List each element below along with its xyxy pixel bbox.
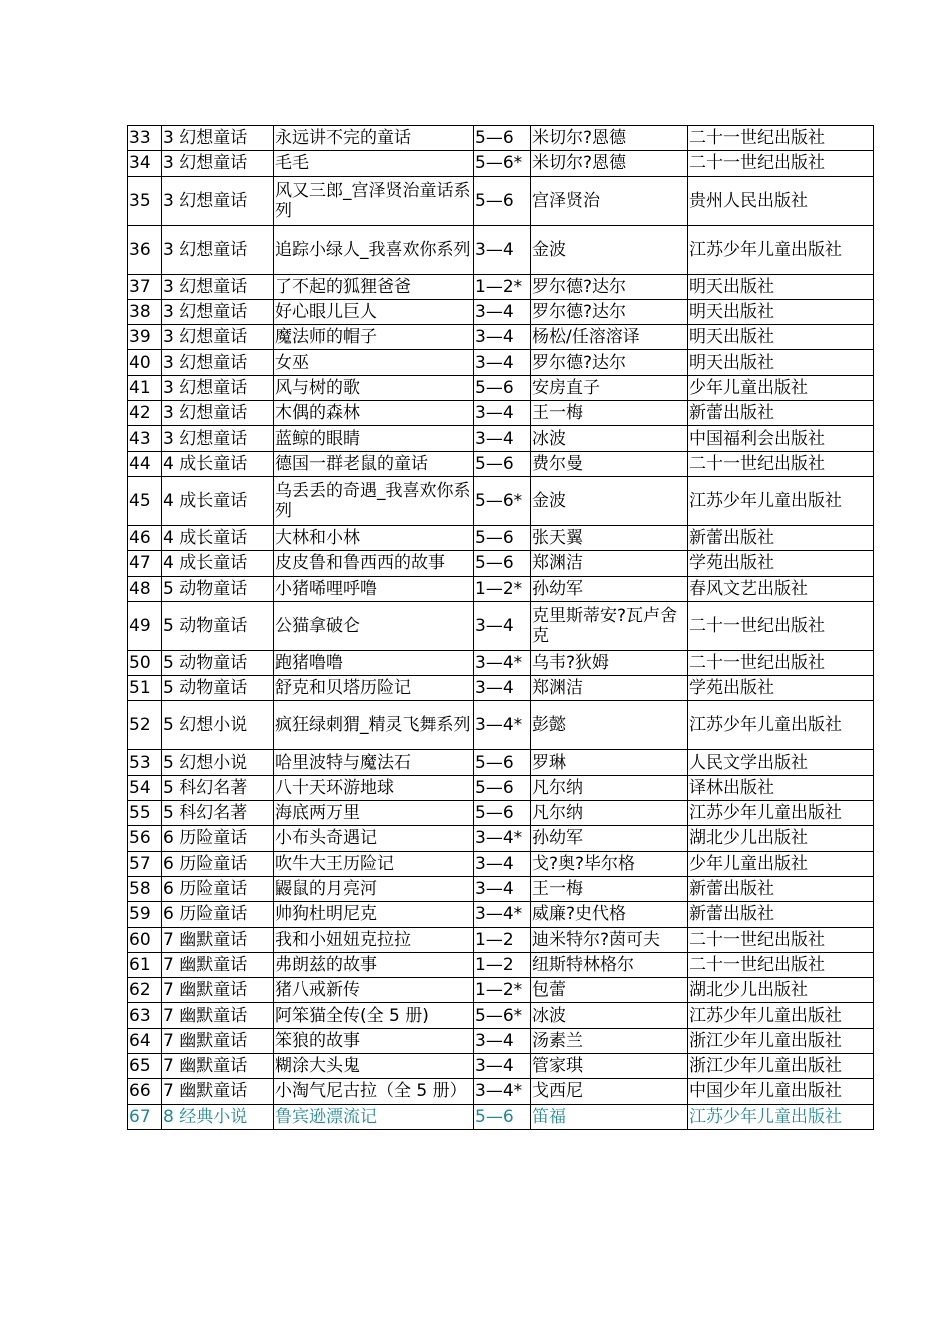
table-row <box>128 525 874 550</box>
row-number-cell: 54 <box>128 775 162 800</box>
author-cell: 王一梅 <box>531 401 688 426</box>
table-row <box>128 576 874 601</box>
publisher-cell: 江苏少年儿童出版社 <box>688 801 874 826</box>
row-number-cell: 46 <box>128 525 162 550</box>
book-title-cell: 木偶的森林 <box>274 401 474 426</box>
grade-level-cell: 3—4* <box>474 701 531 750</box>
category-cell: 5 动物童话 <box>162 650 274 675</box>
publisher-cell: 明天出版社 <box>688 274 874 299</box>
book-title-cell: 毛毛 <box>274 151 474 176</box>
category-cell: 7 幽默童话 <box>162 927 274 952</box>
row-number-cell: 59 <box>128 902 162 927</box>
publisher-cell: 人民文学出版社 <box>688 750 874 775</box>
category-cell: 7 幽默童话 <box>162 952 274 977</box>
table-row <box>128 375 874 400</box>
publisher-cell: 少年儿童出版社 <box>688 851 874 876</box>
book-title-cell: 吹牛大王历险记 <box>274 851 474 876</box>
publisher-cell: 明天出版社 <box>688 350 874 375</box>
author-cell: 凡尔纳 <box>531 801 688 826</box>
publisher-cell: 浙江少年儿童出版社 <box>688 1054 874 1079</box>
category-cell: 3 幻想童话 <box>162 176 274 225</box>
publisher-cell: 贵州人民出版社 <box>688 176 874 225</box>
author-cell: 戈?奥?毕尔格 <box>531 851 688 876</box>
author-cell: 罗尔德?达尔 <box>531 299 688 324</box>
author-cell: 宫泽贤治 <box>531 176 688 225</box>
author-cell: 包蕾 <box>531 978 688 1003</box>
book-title-cell: 舒克和贝塔历险记 <box>274 676 474 701</box>
table-row <box>128 851 874 876</box>
publisher-cell: 明天出版社 <box>688 325 874 350</box>
row-number-cell: 60 <box>128 927 162 952</box>
author-cell: 郑渊洁 <box>531 551 688 576</box>
row-number-cell: 33 <box>128 126 162 151</box>
author-cell: 克里斯蒂安?瓦卢舍克 <box>531 601 688 650</box>
category-cell: 7 幽默童话 <box>162 1003 274 1028</box>
grade-level-cell: 3—4 <box>474 676 531 701</box>
book-title-cell: 女巫 <box>274 350 474 375</box>
table-row <box>128 1104 874 1129</box>
publisher-cell: 学苑出版社 <box>688 676 874 701</box>
book-title-cell: 笨狼的故事 <box>274 1028 474 1053</box>
table-row <box>128 902 874 927</box>
book-title-cell: 猪八戒新传 <box>274 978 474 1003</box>
row-number-cell: 63 <box>128 1003 162 1028</box>
category-cell: 4 成长童话 <box>162 476 274 525</box>
table-row <box>128 476 874 525</box>
book-title-cell: 我和小妞妞克拉拉 <box>274 927 474 952</box>
book-title-cell: 糊涂大头鬼 <box>274 1054 474 1079</box>
book-list-table <box>127 125 874 1130</box>
table-row <box>128 1054 874 1079</box>
row-number-cell: 65 <box>128 1054 162 1079</box>
category-cell: 3 幻想童话 <box>162 299 274 324</box>
table-row <box>128 225 874 274</box>
publisher-cell: 二十一世纪出版社 <box>688 927 874 952</box>
author-cell: 冰波 <box>531 1003 688 1028</box>
grade-level-cell: 3—4 <box>474 851 531 876</box>
table-row <box>128 601 874 650</box>
table-row <box>128 952 874 977</box>
book-title-cell: 乌丢丢的奇遇_我喜欢你系列 <box>274 476 474 525</box>
author-cell: 米切尔?恩德 <box>531 151 688 176</box>
grade-level-cell: 3—4 <box>474 325 531 350</box>
grade-level-cell: 3—4* <box>474 826 531 851</box>
publisher-cell: 二十一世纪出版社 <box>688 126 874 151</box>
book-title-cell: 疯狂绿刺猬_精灵飞舞系列 <box>274 701 474 750</box>
publisher-cell: 江苏少年儿童出版社 <box>688 701 874 750</box>
book-list-body <box>128 126 874 1130</box>
author-cell: 罗尔德?达尔 <box>531 350 688 375</box>
grade-level-cell: 5—6 <box>474 750 531 775</box>
publisher-cell: 湖北少儿出版社 <box>688 826 874 851</box>
author-cell: 张天翼 <box>531 525 688 550</box>
row-number-cell: 49 <box>128 601 162 650</box>
publisher-cell: 新蕾出版社 <box>688 902 874 927</box>
row-number-cell: 39 <box>128 325 162 350</box>
grade-level-cell: 3—4 <box>474 1028 531 1053</box>
book-title-cell: 八十天环游地球 <box>274 775 474 800</box>
publisher-cell: 二十一世纪出版社 <box>688 601 874 650</box>
grade-level-cell: 5—6 <box>474 176 531 225</box>
row-number-cell: 44 <box>128 451 162 476</box>
book-title-cell: 哈里波特与魔法石 <box>274 750 474 775</box>
grade-level-cell: 3—4 <box>474 299 531 324</box>
grade-level-cell: 5—6 <box>474 375 531 400</box>
category-cell: 5 科幻名著 <box>162 775 274 800</box>
table-row <box>128 1079 874 1104</box>
author-cell: 罗尔德?达尔 <box>531 274 688 299</box>
author-cell: 罗琳 <box>531 750 688 775</box>
grade-level-cell: 3—4 <box>474 225 531 274</box>
author-cell: 汤素兰 <box>531 1028 688 1053</box>
category-cell: 3 幻想童话 <box>162 151 274 176</box>
author-cell: 郑渊洁 <box>531 676 688 701</box>
publisher-cell: 译林出版社 <box>688 775 874 800</box>
author-cell: 戈西尼 <box>531 1079 688 1104</box>
book-title-cell: 海底两万里 <box>274 801 474 826</box>
table-row <box>128 426 874 451</box>
publisher-cell: 二十一世纪出版社 <box>688 451 874 476</box>
publisher-cell: 浙江少年儿童出版社 <box>688 1028 874 1053</box>
grade-level-cell: 3—4* <box>474 650 531 675</box>
author-cell: 王一梅 <box>531 876 688 901</box>
row-number-cell: 37 <box>128 274 162 299</box>
category-cell: 8 经典小说 <box>162 1104 274 1129</box>
grade-level-cell: 3—4* <box>474 1079 531 1104</box>
row-number-cell: 66 <box>128 1079 162 1104</box>
publisher-cell: 新蕾出版社 <box>688 876 874 901</box>
author-cell: 孙幼军 <box>531 826 688 851</box>
grade-level-cell: 1—2* <box>474 576 531 601</box>
row-number-cell: 62 <box>128 978 162 1003</box>
grade-level-cell: 3—4 <box>474 426 531 451</box>
category-cell: 3 幻想童话 <box>162 375 274 400</box>
category-cell: 7 幽默童话 <box>162 978 274 1003</box>
book-title-cell: 鲁宾逊漂流记 <box>274 1104 474 1129</box>
category-cell: 3 幻想童话 <box>162 426 274 451</box>
grade-level-cell: 5—6* <box>474 151 531 176</box>
table-row <box>128 650 874 675</box>
table-row <box>128 676 874 701</box>
row-number-cell: 55 <box>128 801 162 826</box>
grade-level-cell: 3—4 <box>474 1054 531 1079</box>
category-cell: 5 科幻名著 <box>162 801 274 826</box>
grade-level-cell: 5—6 <box>474 801 531 826</box>
table-row <box>128 978 874 1003</box>
row-number-cell: 35 <box>128 176 162 225</box>
author-cell: 威廉?史代格 <box>531 902 688 927</box>
author-cell: 纽斯特林格尔 <box>531 952 688 977</box>
table-row <box>128 826 874 851</box>
book-title-cell: 公猫拿破仑 <box>274 601 474 650</box>
category-cell: 3 幻想童话 <box>162 350 274 375</box>
grade-level-cell: 3—4 <box>474 350 531 375</box>
row-number-cell: 61 <box>128 952 162 977</box>
table-row <box>128 801 874 826</box>
row-number-cell: 36 <box>128 225 162 274</box>
publisher-cell: 中国少年儿童出版社 <box>688 1079 874 1104</box>
grade-level-cell: 5—6 <box>474 525 531 550</box>
category-cell: 4 成长童话 <box>162 551 274 576</box>
publisher-cell: 二十一世纪出版社 <box>688 952 874 977</box>
grade-level-cell: 5—6 <box>474 451 531 476</box>
category-cell: 7 幽默童话 <box>162 1054 274 1079</box>
book-title-cell: 德国一群老鼠的童话 <box>274 451 474 476</box>
grade-level-cell: 1—2 <box>474 927 531 952</box>
category-cell: 6 历险童话 <box>162 851 274 876</box>
publisher-cell: 明天出版社 <box>688 299 874 324</box>
category-cell: 3 幻想童话 <box>162 225 274 274</box>
row-number-cell: 57 <box>128 851 162 876</box>
book-title-cell: 帅狗杜明尼克 <box>274 902 474 927</box>
publisher-cell: 中国福利会出版社 <box>688 426 874 451</box>
row-number-cell: 51 <box>128 676 162 701</box>
grade-level-cell: 3—4 <box>474 876 531 901</box>
grade-level-cell: 5—6 <box>474 775 531 800</box>
author-cell: 金波 <box>531 225 688 274</box>
grade-level-cell: 5—6* <box>474 1003 531 1028</box>
grade-level-cell: 5—6 <box>474 551 531 576</box>
row-number-cell: 50 <box>128 650 162 675</box>
row-number-cell: 64 <box>128 1028 162 1053</box>
author-cell: 金波 <box>531 476 688 525</box>
publisher-cell: 少年儿童出版社 <box>688 375 874 400</box>
publisher-cell: 二十一世纪出版社 <box>688 151 874 176</box>
publisher-cell: 江苏少年儿童出版社 <box>688 225 874 274</box>
table-row <box>128 401 874 426</box>
grade-level-cell: 3—4* <box>474 902 531 927</box>
category-cell: 3 幻想童话 <box>162 325 274 350</box>
table-row <box>128 775 874 800</box>
category-cell: 3 幻想童话 <box>162 401 274 426</box>
author-cell: 费尔曼 <box>531 451 688 476</box>
grade-level-cell: 1—2* <box>474 274 531 299</box>
grade-level-cell: 3—4 <box>474 401 531 426</box>
publisher-cell: 江苏少年儿童出版社 <box>688 476 874 525</box>
category-cell: 6 历险童话 <box>162 902 274 927</box>
row-number-cell: 58 <box>128 876 162 901</box>
book-title-cell: 永远讲不完的童话 <box>274 126 474 151</box>
table-row <box>128 750 874 775</box>
book-title-cell: 了不起的狐狸爸爸 <box>274 274 474 299</box>
row-number-cell: 38 <box>128 299 162 324</box>
book-title-cell: 风与树的歌 <box>274 375 474 400</box>
table-row <box>128 350 874 375</box>
category-cell: 5 动物童话 <box>162 601 274 650</box>
row-number-cell: 48 <box>128 576 162 601</box>
publisher-cell: 春风文艺出版社 <box>688 576 874 601</box>
table-row <box>128 876 874 901</box>
category-cell: 7 幽默童话 <box>162 1079 274 1104</box>
table-row <box>128 126 874 151</box>
table-row <box>128 325 874 350</box>
author-cell: 冰波 <box>531 426 688 451</box>
category-cell: 7 幽默童话 <box>162 1028 274 1053</box>
category-cell: 5 幻想小说 <box>162 701 274 750</box>
category-cell: 5 动物童话 <box>162 576 274 601</box>
publisher-cell: 江苏少年儿童出版社 <box>688 1104 874 1129</box>
category-cell: 5 幻想小说 <box>162 750 274 775</box>
author-cell: 迪米特尔?茵可夫 <box>531 927 688 952</box>
publisher-cell: 新蕾出版社 <box>688 401 874 426</box>
table-row <box>128 927 874 952</box>
book-title-cell: 大林和小林 <box>274 525 474 550</box>
row-number-cell: 43 <box>128 426 162 451</box>
grade-level-cell: 5—6 <box>474 1104 531 1129</box>
book-title-cell: 小淘气尼古拉（全 5 册） <box>274 1079 474 1104</box>
author-cell: 彭懿 <box>531 701 688 750</box>
row-number-cell: 42 <box>128 401 162 426</box>
category-cell: 3 幻想童话 <box>162 274 274 299</box>
book-title-cell: 鼹鼠的月亮河 <box>274 876 474 901</box>
author-cell: 安房直子 <box>531 375 688 400</box>
table-row <box>128 299 874 324</box>
row-number-cell: 53 <box>128 750 162 775</box>
category-cell: 4 成长童话 <box>162 451 274 476</box>
row-number-cell: 56 <box>128 826 162 851</box>
book-title-cell: 小猪唏哩呼噜 <box>274 576 474 601</box>
table-row <box>128 551 874 576</box>
publisher-cell: 二十一世纪出版社 <box>688 650 874 675</box>
category-cell: 3 幻想童话 <box>162 126 274 151</box>
book-title-cell: 跑猪噜噜 <box>274 650 474 675</box>
book-title-cell: 追踪小绿人_我喜欢你系列 <box>274 225 474 274</box>
row-number-cell: 67 <box>128 1104 162 1129</box>
grade-level-cell: 3—4 <box>474 601 531 650</box>
book-title-cell: 好心眼儿巨人 <box>274 299 474 324</box>
book-title-cell: 皮皮鲁和鲁西西的故事 <box>274 551 474 576</box>
table-row <box>128 1028 874 1053</box>
row-number-cell: 52 <box>128 701 162 750</box>
book-title-cell: 风又三郎_宫泽贤治童话系列 <box>274 176 474 225</box>
row-number-cell: 40 <box>128 350 162 375</box>
grade-level-cell: 5—6 <box>474 126 531 151</box>
grade-level-cell: 5—6* <box>474 476 531 525</box>
author-cell: 杨松/任溶溶译 <box>531 325 688 350</box>
book-title-cell: 魔法师的帽子 <box>274 325 474 350</box>
table-row <box>128 701 874 750</box>
table-row <box>128 274 874 299</box>
row-number-cell: 47 <box>128 551 162 576</box>
publisher-cell: 新蕾出版社 <box>688 525 874 550</box>
category-cell: 5 动物童话 <box>162 676 274 701</box>
book-title-cell: 弗朗兹的故事 <box>274 952 474 977</box>
row-number-cell: 45 <box>128 476 162 525</box>
row-number-cell: 41 <box>128 375 162 400</box>
author-cell: 笛福 <box>531 1104 688 1129</box>
publisher-cell: 湖北少儿出版社 <box>688 978 874 1003</box>
table-row <box>128 176 874 225</box>
publisher-cell: 江苏少年儿童出版社 <box>688 1003 874 1028</box>
book-title-cell: 小布头奇遇记 <box>274 826 474 851</box>
author-cell: 米切尔?恩德 <box>531 126 688 151</box>
table-row <box>128 1003 874 1028</box>
category-cell: 6 历险童话 <box>162 826 274 851</box>
grade-level-cell: 1—2* <box>474 978 531 1003</box>
category-cell: 6 历险童话 <box>162 876 274 901</box>
book-title-cell: 蓝鲸的眼睛 <box>274 426 474 451</box>
book-title-cell: 阿笨猫全传(全 5 册) <box>274 1003 474 1028</box>
table-row <box>128 151 874 176</box>
author-cell: 乌韦?狄姆 <box>531 650 688 675</box>
row-number-cell: 34 <box>128 151 162 176</box>
publisher-cell: 学苑出版社 <box>688 551 874 576</box>
author-cell: 凡尔纳 <box>531 775 688 800</box>
author-cell: 管家琪 <box>531 1054 688 1079</box>
grade-level-cell: 1—2 <box>474 952 531 977</box>
category-cell: 4 成长童话 <box>162 525 274 550</box>
author-cell: 孙幼军 <box>531 576 688 601</box>
table-row <box>128 451 874 476</box>
